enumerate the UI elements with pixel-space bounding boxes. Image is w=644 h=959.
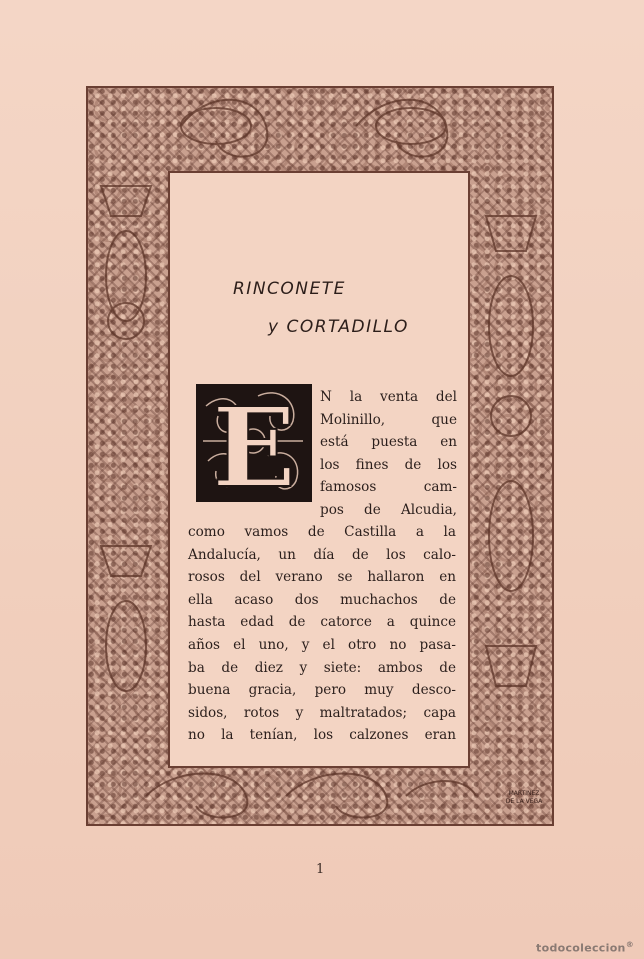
body-line: como vamos de Castilla a la bbox=[188, 524, 456, 540]
top-leaf-right bbox=[376, 108, 446, 144]
watermark-mark: ® bbox=[625, 940, 634, 950]
right-vase-1 bbox=[486, 216, 536, 251]
body-line: los fines de los bbox=[320, 456, 457, 473]
body-line: no la tenían, los calzones eran bbox=[188, 727, 456, 744]
watermark-text: todocoleccion bbox=[536, 942, 626, 955]
signature-line: DE LA VEGA bbox=[505, 798, 543, 805]
body-line: N la venta del bbox=[320, 389, 457, 405]
left-vase-2 bbox=[101, 546, 151, 576]
body-line: ba de diez y siete: ambos de bbox=[188, 659, 456, 676]
page-number: 1 bbox=[316, 862, 325, 877]
body-line: Molinillo, que bbox=[320, 411, 457, 428]
body-line: buena gracia, pero muy desco- bbox=[188, 682, 456, 699]
body-line: famosos cam- bbox=[320, 479, 457, 496]
body-text-wrapped bbox=[320, 386, 457, 522]
right-leaf-2 bbox=[489, 481, 533, 591]
top-leaf-left bbox=[181, 108, 251, 144]
signature-line: MARTINEZ bbox=[508, 790, 540, 797]
right-mask bbox=[491, 396, 531, 436]
body-line: ella acaso dos muchachos de bbox=[188, 591, 456, 608]
left-vase-1 bbox=[101, 186, 151, 216]
title-line-1: RINCONETE bbox=[233, 279, 346, 299]
body-line: sidos, rotos y maltratados; capa bbox=[188, 704, 456, 721]
title-line-2: y CORTADILLO bbox=[268, 317, 409, 337]
body-line: está puesta en bbox=[320, 434, 457, 451]
frame-signature bbox=[500, 790, 548, 820]
bottom-swirl-mid bbox=[286, 774, 387, 818]
right-leaf-1 bbox=[489, 276, 533, 376]
right-vase-2 bbox=[486, 646, 536, 686]
body-line: años el uno, y el otro no pasa- bbox=[188, 636, 456, 653]
drop-cap-letter: E bbox=[212, 386, 296, 500]
left-leaf-2 bbox=[106, 601, 146, 691]
drop-cap-initial bbox=[196, 384, 312, 502]
bottom-swirl-right bbox=[406, 781, 476, 796]
body-line: hasta edad de catorce a quince bbox=[188, 614, 456, 631]
left-leaf-1 bbox=[106, 231, 146, 321]
body-line: Andalucía, un día de los calo- bbox=[188, 546, 456, 563]
body-text-full bbox=[188, 521, 456, 747]
body-line: pos de Alcudia, bbox=[320, 501, 457, 518]
bottom-swirl-left bbox=[146, 774, 247, 818]
body-line: rosos del verano se hallaron en bbox=[188, 569, 456, 586]
watermark bbox=[536, 940, 634, 955]
